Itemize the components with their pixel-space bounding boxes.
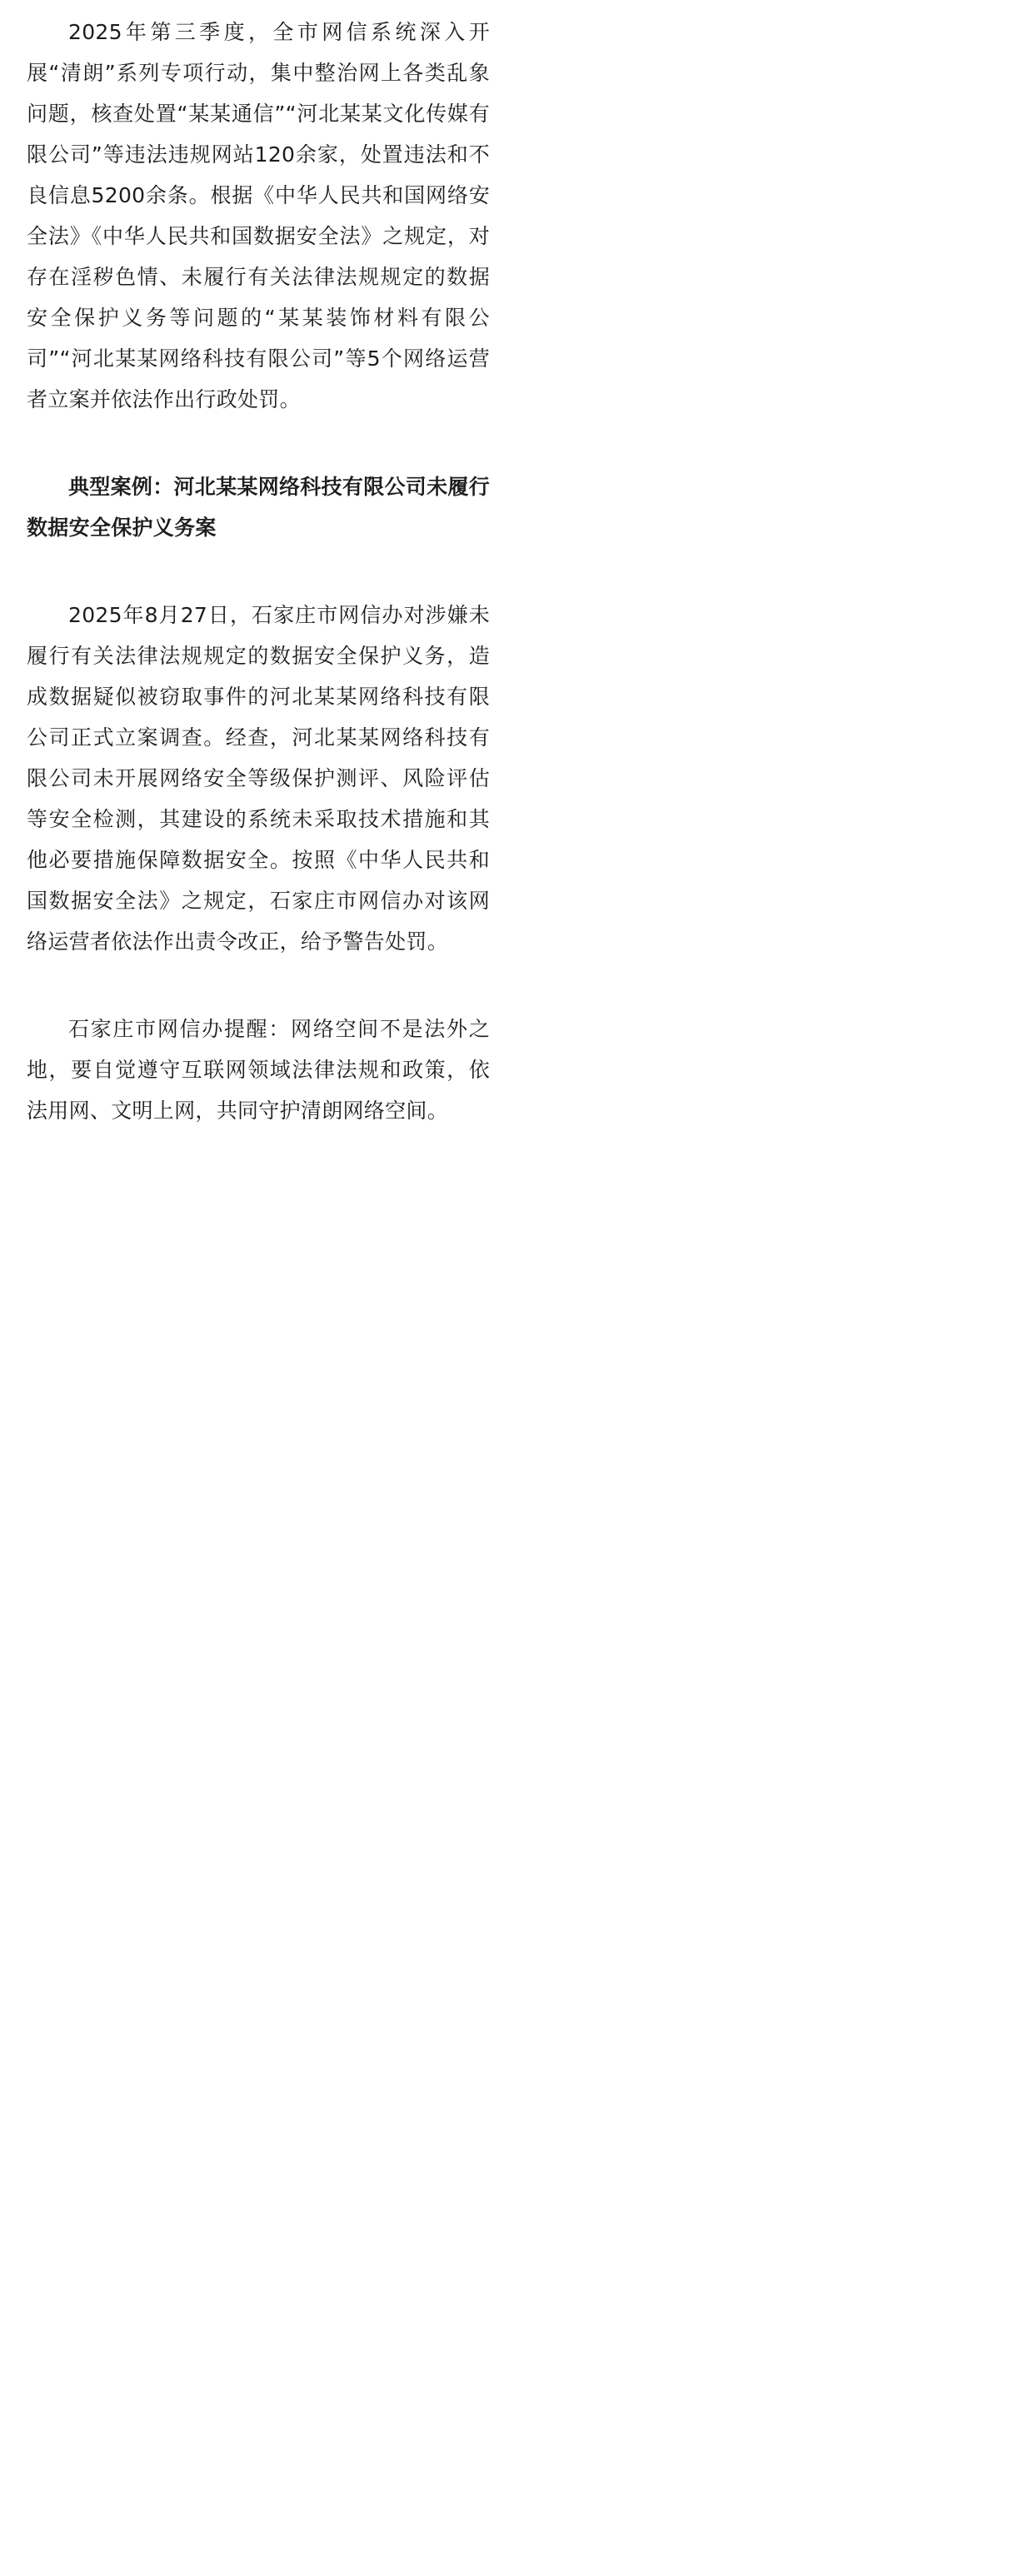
reminder-paragraph: 石家庄市网信办提醒：网络空间不是法外之地，要自觉遵守互联网领域法律法规和政策，依法用网、文明上网，共同守护清朗网络空间。 [27,1017,490,1123]
article-body [0,0,506,1293]
intro-paragraph: 2025年第三季度，全市网信系统深入开展“清朗”系列专项行动，集中整治网上各类乱象问题，核查处置“某某通信”“河北某某文化传媒有限公司”等违法违规网站120余家，处置违法和不良信息5200余条。根据《中华人民共和国网络安全法》《中华人民共和国数据安全法》之规定，对存在淫秽色情、未履行有关法律法规规定的数据安全保护义务等问题的“某某装饰材料有限公司”“河北某某网络科技有限公司”等5个网络运营者立案并依法作出行政处罚。 [27,20,490,411]
case-heading: 典型案例：河北某某网络科技有限公司未履行数据安全保护义务案 [27,475,491,540]
case-paragraph: 2025年8月27日，石家庄市网信办对涉嫌未履行有关法律法规规定的数据安全保护义务，造成数据疑似被窃取事件的河北某某网络科技有限公司正式立案调查。经查，河北某某网络科技有限公司未开展网络安全等级保护测评、风险评估等安全检测，其建设的系统未采取技术措施和其他必要措施保障数据安全。按照《中华人民共和国数据安全法》之规定，石家庄市网信办对该网络运营者依法作出责令改正，给予警告处罚。 [27,603,490,954]
